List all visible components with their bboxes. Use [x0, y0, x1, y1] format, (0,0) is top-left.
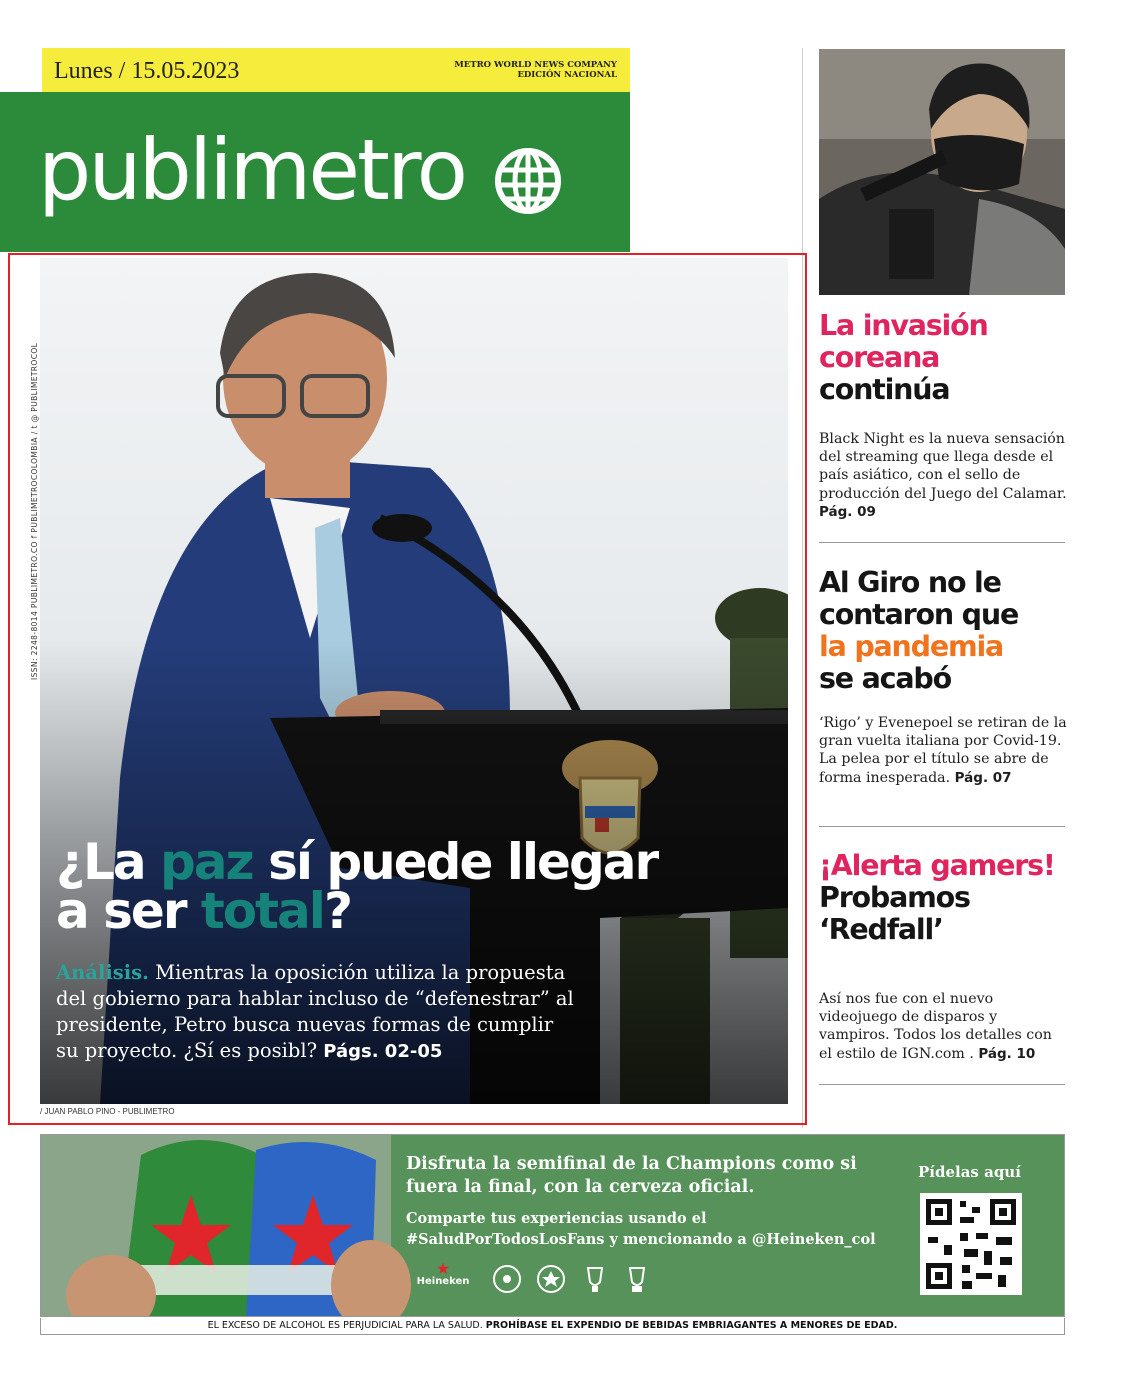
headline-highlight-total: total	[200, 882, 324, 940]
conference-league-icon	[620, 1262, 654, 1296]
health-warning: EL EXCESO DE ALCOHOL ES PERJUDICIAL PARA LA SALUD. PROHÍBASE EL EXPENDIO DE BEBIDAS EMBRIAGANTES A MENORES DE EDAD.	[40, 1318, 1065, 1335]
story-redfall-headline[interactable]: ¡Alerta gamers! Probamos ‘Redfall’	[819, 849, 1055, 946]
story-giro-body: ‘Rigo’ y Evenepoel se retiran de la gran vuelta italiana por Covid-19. La pelea por el título se abre de forma inesperada. Pág. 07	[819, 715, 1067, 786]
issue-date: Lunes / 15.05.2023	[54, 58, 240, 84]
ad-subtext: Comparte tus experiencias usando el #SaludPorTodosLosFans y mencionando a @Heineken_col	[406, 1210, 876, 1248]
main-headline[interactable]: ¿La paz sí puede llegar a ser total?	[56, 833, 658, 940]
publimetro-logo[interactable]: publimetro	[38, 121, 466, 219]
champions-league-icon	[490, 1262, 524, 1296]
company-info	[417, 60, 617, 80]
issn-social-strip: ISSN: 2248-8014 PUBLIMETRO.CO f PUBLIMETROCOLOMBIA / t @ PUBLIMETROCOL	[30, 342, 39, 680]
story-giro-headline[interactable]: Al Giro no le contaron que la pandemia se acabó	[819, 566, 1019, 695]
story-korean-body: Black Night es la nueva sensación del streaming que llega desde el país asiático, con el sello de producción del Juego del Calamar. Pág. 09	[819, 431, 1067, 520]
company-name: METRO WORLD NEWS COMPANY	[454, 60, 617, 70]
europa-league-icon	[578, 1262, 612, 1296]
sidebar-divider	[819, 542, 1065, 543]
star-icon: ★	[435, 1259, 451, 1278]
lead-kicker: Análisis.	[56, 961, 149, 984]
sidebar-divider	[819, 826, 1065, 827]
sniper-illustration	[819, 49, 1065, 295]
edition-label: EDICIÓN NACIONAL	[517, 70, 617, 80]
ad-cta[interactable]: Pídelas aquí	[918, 1163, 1021, 1181]
black-night-photo[interactable]	[819, 49, 1065, 295]
story-giro-page[interactable]: Pág. 07	[954, 769, 1012, 786]
photo-credit: / JUAN PABLO PINO - PUBLIMETRO	[40, 1107, 175, 1116]
lead-text: Mientras la oposición utiliza la propuesta del gobierno para hablar incluso de “defenestrar” al presidente, Petro busca nuevas formas de cumplir su proyecto. ¿Sí es posibl?	[56, 961, 574, 1062]
heineken-logo: ★ Heineken	[412, 1262, 474, 1287]
main-lead	[56, 960, 576, 1065]
story-redfall-body: Así nos fue con el nuevo videojuego de disparos y vampiros. Todos los detalles con el estilo de IGN.com . Pág. 10	[819, 991, 1052, 1062]
story-korean-page[interactable]: Pág. 09	[819, 503, 876, 520]
story-korean-headline[interactable]: La invasión coreana continúa	[819, 309, 988, 406]
qr-code-icon[interactable]	[920, 1193, 1022, 1295]
story-redfall-page[interactable]: Pág. 10	[978, 1045, 1036, 1062]
champions-league-icon	[534, 1262, 568, 1296]
globe-icon	[492, 145, 564, 217]
headline-highlight-paz: paz	[160, 833, 253, 891]
sidebar-divider	[819, 1084, 1065, 1085]
page-reference[interactable]: Págs. 02-05	[323, 1041, 443, 1062]
ad-headline: Disfruta la semifinal de la Champions como si fuera la final, con la cerveza oficial.	[406, 1154, 857, 1197]
